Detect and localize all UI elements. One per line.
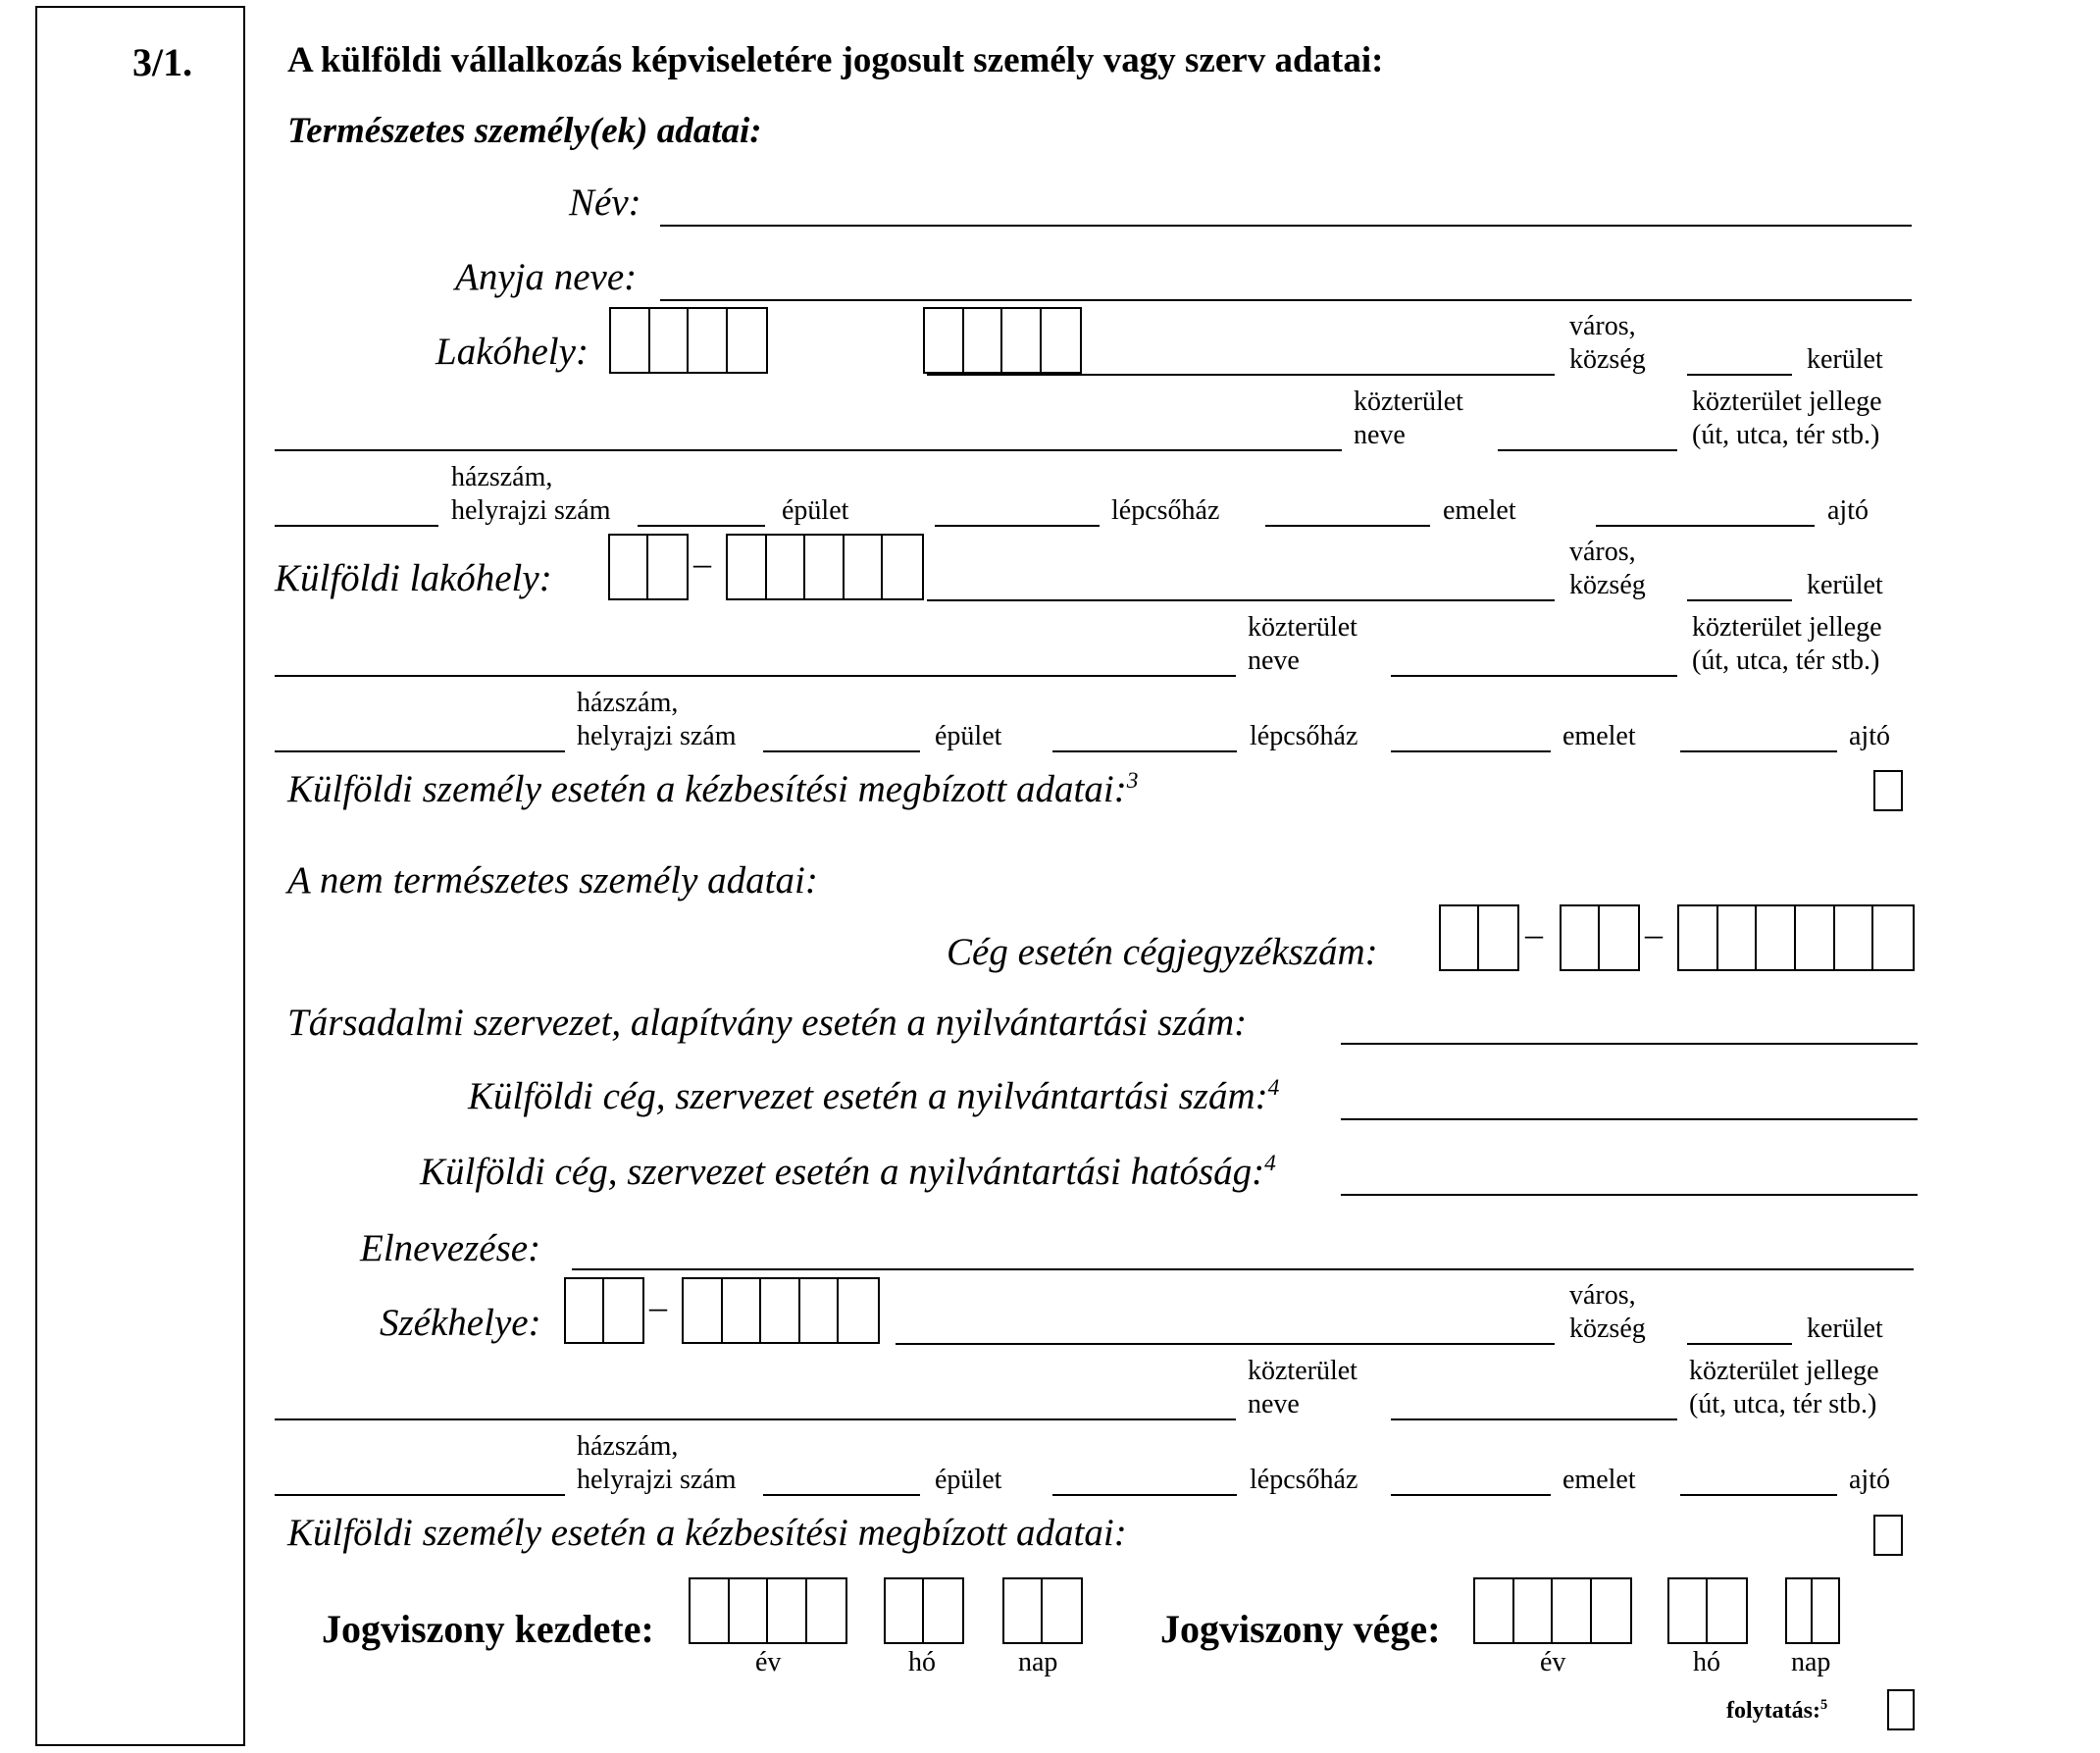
section-number-column [35,6,245,1746]
house-number-label-top: házszám, [577,1431,679,1462]
foreign-residence-street-type-field[interactable] [1391,675,1677,677]
company-registration-boxes-2[interactable] [1560,904,1640,971]
street-type-label-bottom: (út, utca, tér stb.) [1692,645,1880,676]
residence-settlement-code-boxes[interactable] [923,307,1082,374]
seat-door-field[interactable] [1680,1494,1837,1496]
floor-label: emelet [1562,1465,1636,1495]
street-name-label-top: közterület [1248,1356,1357,1386]
house-number-label-bottom: helyrajzi szám [577,1465,737,1495]
foreign-registration-number-text: Külföldi cég, szervezet esetén a nyilvántartási szám: [468,1075,1268,1117]
foreign-residence-street-name-field[interactable] [275,675,1236,677]
relationship-end-label: Jogviszony vége: [1160,1607,1441,1651]
seat-street-name-field[interactable] [275,1418,1236,1420]
residence-district-field[interactable] [1687,374,1792,376]
seat-country-boxes[interactable] [564,1277,644,1344]
house-number-label-top: házszám, [577,688,679,718]
seat-postcode-boxes[interactable] [682,1277,880,1344]
residence-postcode-boxes[interactable] [609,307,768,374]
building-label: épület [782,495,849,526]
legal-delivery-agent-label: Külföldi személy esetén a kézbesítési megbízott adatai: [287,1512,1127,1554]
entity-name-label: Elnevezése: [360,1227,541,1269]
continuation-label [1726,1697,1827,1725]
residence-door-field[interactable] [1596,525,1815,527]
company-registration-boxes-1[interactable] [1439,904,1519,971]
floor-label: emelet [1562,721,1636,751]
foreign-registration-authority-text: Külföldi cég, szervezet esetén a nyilvántartási hatóság: [420,1151,1265,1193]
foreign-registration-authority-field[interactable] [1341,1194,1918,1196]
street-type-label-top: közterület jellege [1692,612,1882,643]
foreign-residence-floor-field[interactable] [1391,750,1551,752]
mother-name-field[interactable] [660,299,1912,301]
natural-person-heading: Természetes személy(ek) adatai: [287,111,762,151]
foreign-residence-label: Külföldi lakóhely: [275,557,552,599]
city-label-top: város, [1569,311,1636,341]
separator-dash: – [649,1287,667,1326]
foreign-residence-city-field[interactable] [927,599,1555,601]
start-month-boxes[interactable] [884,1577,964,1644]
end-year-caption: év [1540,1647,1566,1677]
street-type-label-top: közterület jellege [1689,1356,1879,1386]
district-label: kerület [1807,344,1883,375]
foreign-residence-staircase-field[interactable] [1052,750,1237,752]
foreign-residence-house-number-field[interactable] [275,750,565,752]
street-name-label-bottom: neve [1248,1389,1300,1419]
residence-city-field[interactable] [927,374,1555,376]
separator-dash: – [693,543,711,583]
foreign-residence-district-field[interactable] [1687,599,1792,601]
natural-delivery-agent-text: Külföldi személy esetén a kézbesítési megbízott adatai: [287,768,1127,810]
foreign-registration-number-field[interactable] [1341,1118,1918,1120]
residence-street-name-field[interactable] [275,449,1342,451]
street-name-label-bottom: neve [1354,420,1406,450]
social-org-number-field[interactable] [1341,1043,1918,1045]
house-number-label-bottom: helyrajzi szám [451,495,611,526]
section-title: A külföldi vállalkozás képviseletére jogosult személy vagy szerv adatai: [287,40,1384,80]
separator-dash: – [1645,914,1663,954]
seat-city-field[interactable] [896,1343,1555,1345]
door-label: ajtó [1849,721,1890,751]
residence-label: Lakóhely: [435,331,589,373]
staircase-label: lépcsőház [1250,1465,1358,1495]
foreign-residence-door-field[interactable] [1680,750,1837,752]
footnote-3: 3 [1126,768,1139,794]
city-label-top: város, [1569,1280,1636,1311]
foreign-residence-building-field[interactable] [763,750,920,752]
city-label-bottom: község [1569,1314,1646,1344]
start-month-caption: hó [908,1647,936,1677]
floor-label: emelet [1443,495,1516,526]
natural-delivery-agent-label [287,767,1138,811]
name-label: Név: [569,181,641,224]
residence-floor-field[interactable] [1265,525,1430,527]
continuation-checkbox[interactable] [1887,1689,1915,1730]
street-type-label-bottom: (út, utca, tér stb.) [1692,420,1880,450]
legal-delivery-agent-checkbox[interactable] [1873,1515,1903,1556]
seat-street-type-field[interactable] [1391,1418,1677,1420]
end-year-boxes[interactable] [1473,1577,1632,1644]
door-label: ajtó [1827,495,1869,526]
company-registration-label: Cég esetén cégjegyzékszám: [947,931,1378,973]
mother-name-label: Anyja neve: [455,256,638,298]
start-day-boxes[interactable] [1002,1577,1083,1644]
foreign-residence-postcode-boxes[interactable] [726,534,924,600]
house-number-label-bottom: helyrajzi szám [577,721,737,751]
footnote-4: 4 [1264,1151,1276,1176]
street-type-label-bottom: (út, utca, tér stb.) [1689,1389,1877,1419]
residence-building-field[interactable] [638,525,765,527]
seat-staircase-field[interactable] [1052,1494,1237,1496]
street-name-label-bottom: neve [1248,645,1300,676]
legal-entity-heading: A nem természetes személy adatai: [287,859,818,902]
relationship-start-label: Jogviszony kezdete: [322,1607,654,1651]
building-label: épület [935,721,1002,751]
street-name-label-top: közterület [1354,387,1463,417]
end-month-boxes[interactable] [1667,1577,1748,1644]
district-label: kerület [1807,1314,1883,1344]
district-label: kerület [1807,570,1883,600]
seat-label: Székhelye: [380,1302,541,1344]
residence-staircase-field[interactable] [935,525,1100,527]
natural-delivery-agent-checkbox[interactable] [1873,770,1903,811]
staircase-label: lépcsőház [1250,721,1358,751]
building-label: épület [935,1465,1002,1495]
start-year-boxes[interactable] [689,1577,847,1644]
start-day-caption: nap [1018,1647,1058,1677]
entity-name-field[interactable] [572,1268,1914,1270]
residence-street-type-field[interactable] [1498,449,1677,451]
end-month-caption: hó [1693,1647,1720,1677]
section-number: 3/1. [132,40,193,84]
city-label-bottom: község [1569,570,1646,600]
continuation-text: folytatás: [1726,1698,1820,1724]
city-label-top: város, [1569,537,1636,567]
company-registration-boxes-3[interactable] [1677,904,1915,971]
end-day-boxes[interactable] [1785,1577,1840,1644]
foreign-registration-authority-label [420,1150,1276,1194]
footnote-4: 4 [1267,1075,1280,1101]
seat-building-field[interactable] [763,1494,920,1496]
city-label-bottom: község [1569,344,1646,375]
door-label: ajtó [1849,1465,1890,1495]
start-year-caption: év [755,1647,782,1677]
seat-district-field[interactable] [1687,1343,1792,1345]
name-field[interactable] [660,225,1912,227]
residence-house-number-field[interactable] [275,525,438,527]
separator-dash: – [1525,914,1543,954]
seat-house-number-field[interactable] [275,1494,565,1496]
street-name-label-top: közterület [1248,612,1357,643]
staircase-label: lépcsőház [1111,495,1220,526]
foreign-registration-number-label [468,1074,1279,1118]
social-org-number-label: Társadalmi szervezet, alapítvány esetén a nyilvántartási szám: [287,1002,1248,1044]
end-day-caption: nap [1791,1647,1831,1677]
seat-floor-field[interactable] [1391,1494,1551,1496]
street-type-label-top: közterület jellege [1692,387,1882,417]
house-number-label-top: házszám, [451,462,553,492]
foreign-residence-country-boxes[interactable] [608,534,689,600]
footnote-5: 5 [1819,1697,1828,1713]
